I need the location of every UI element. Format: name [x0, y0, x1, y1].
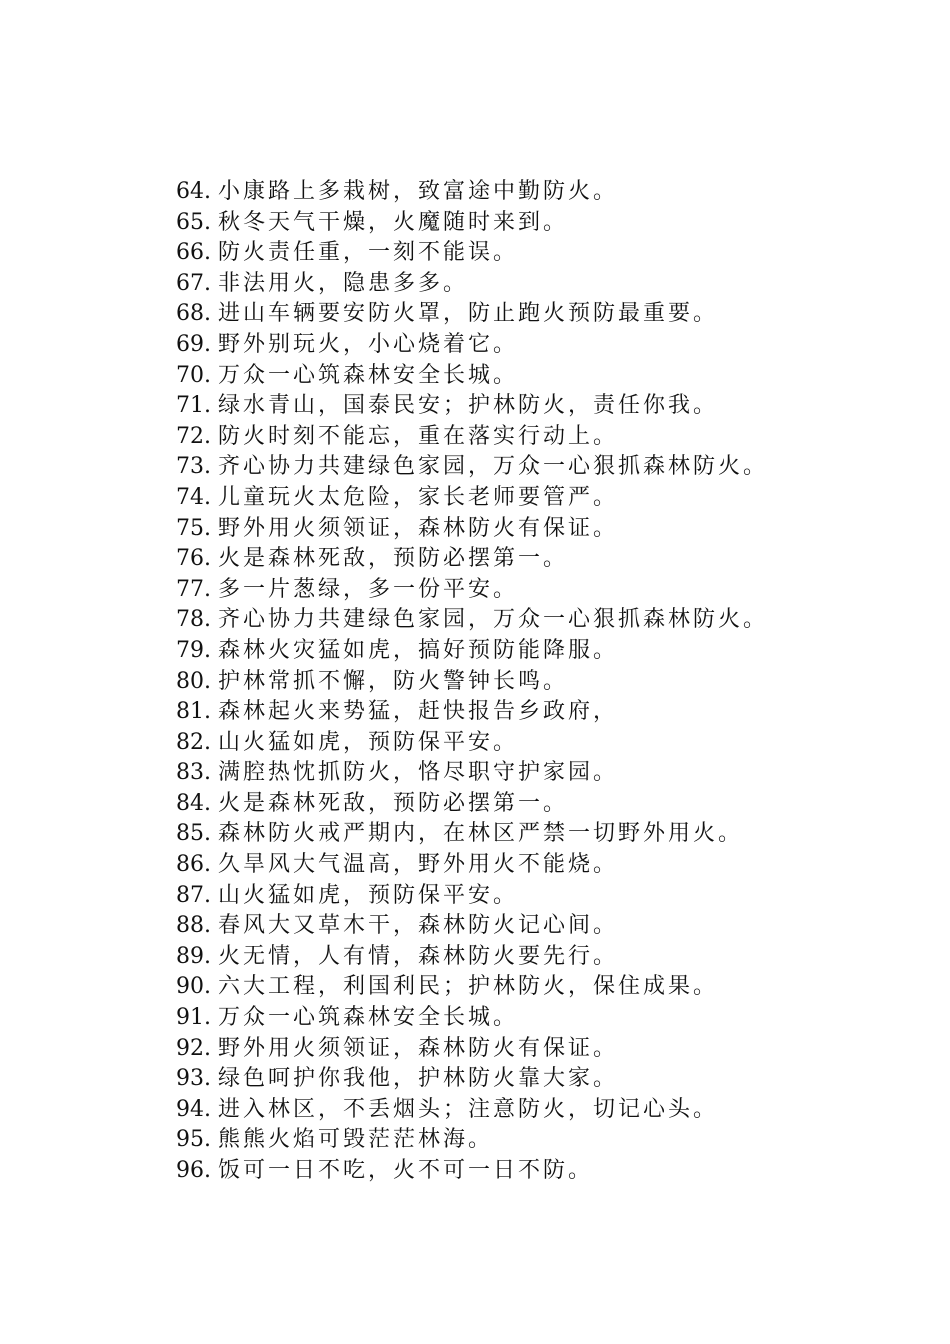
item-number: 78. [176, 607, 211, 633]
list-item [176, 208, 768, 239]
item-text: 进山车辆要安防火罩，防止跑火预防最重要。 [218, 301, 719, 327]
item-number: 81. [176, 699, 211, 725]
item-text: 进入林区，不丢烟头；注意防火，切记心头。 [218, 1096, 719, 1122]
list-item [176, 758, 768, 789]
item-number: 79. [176, 637, 211, 663]
item-text: 秋冬天气干燥，火魔随时来到。 [218, 209, 569, 235]
list-item [176, 361, 768, 392]
list-item [176, 483, 768, 514]
item-number: 86. [176, 852, 211, 878]
item-number: 96. [176, 1158, 211, 1183]
list-item [176, 269, 768, 300]
list-item [176, 514, 768, 545]
list-item [176, 942, 768, 973]
list-item [176, 636, 768, 667]
item-number: 93. [176, 1066, 211, 1092]
item-number: 73. [176, 454, 211, 480]
item-text: 儿童玩火太危险，家长老师要管严。 [218, 484, 619, 510]
list-item [176, 789, 768, 820]
item-text: 久旱风大气温高，野外用火不能烧。 [218, 852, 619, 878]
item-number: 87. [176, 882, 211, 908]
list-item [176, 911, 768, 942]
item-text: 野外别玩火，小心烧着它。 [218, 331, 519, 357]
list-item [176, 177, 768, 208]
item-number: 77. [176, 576, 211, 602]
item-text: 森林起火来势猛，赶快报告乡政府， [218, 699, 619, 725]
item-text: 山火猛如虎，预防保平安。 [218, 729, 519, 755]
item-text: 满腔热忱抓防火，恪尽职守护家园。 [218, 760, 619, 786]
item-text: 熊熊火焰可毁茫茫林海。 [218, 1127, 494, 1153]
item-number: 70. [176, 362, 211, 388]
item-number: 74. [176, 484, 211, 510]
list-item [176, 850, 768, 881]
item-number: 72. [176, 423, 211, 449]
item-text: 六大工程，利国利民；护林防火，保住成果。 [218, 974, 719, 1000]
item-text: 多一片葱绿，多一份平安。 [218, 576, 519, 602]
list-item [176, 697, 768, 728]
list-item [176, 391, 768, 422]
item-text: 森林防火戒严期内，在林区严禁一切野外用火。 [218, 821, 744, 847]
item-text: 山火猛如虎，预防保平安。 [218, 882, 519, 908]
item-text: 野外用火须领证，森林防火有保证。 [218, 1035, 619, 1061]
item-number: 71. [176, 393, 211, 419]
slogan-list [176, 177, 768, 1187]
list-item [176, 728, 768, 759]
item-text: 非法用火，隐患多多。 [218, 270, 469, 296]
item-number: 67. [176, 270, 211, 296]
item-text: 火是森林死敌，预防必摆第一。 [218, 546, 569, 572]
item-number: 92. [176, 1035, 211, 1061]
item-text: 小康路上多栽树，致富途中勤防火。 [218, 179, 619, 204]
item-number: 94. [176, 1096, 211, 1122]
list-item [176, 605, 768, 636]
item-text: 火无情，人有情，森林防火要先行。 [218, 943, 619, 969]
item-text: 万众一心筑森林安全长城。 [218, 1005, 519, 1031]
item-text: 护林常抓不懈，防火警钟长鸣。 [218, 668, 569, 694]
item-number: 85. [176, 821, 211, 847]
list-item [176, 575, 768, 606]
item-number: 88. [176, 913, 211, 939]
item-number: 66. [176, 240, 211, 266]
list-item [176, 452, 768, 483]
item-number: 89. [176, 943, 211, 969]
item-text: 火是森林死敌，预防必摆第一。 [218, 790, 569, 816]
list-item [176, 1095, 768, 1126]
item-text: 绿色呵护你我他，护林防火靠大家。 [218, 1066, 619, 1092]
list-item [176, 238, 768, 269]
list-item [176, 1156, 768, 1187]
list-item [176, 1003, 768, 1034]
item-number: 69. [176, 331, 211, 357]
list-item [176, 422, 768, 453]
item-number: 95. [176, 1127, 211, 1153]
item-text: 齐心协力共建绿色家园，万众一心狠抓森林防火。 [218, 607, 769, 633]
item-text: 绿水青山，国泰民安；护林防火，责任你我。 [218, 393, 719, 419]
item-number: 65. [176, 209, 211, 235]
item-text: 春风大又草木干，森林防火记心间。 [218, 913, 619, 939]
item-number: 83. [176, 760, 211, 786]
item-number: 75. [176, 515, 211, 541]
list-item [176, 819, 768, 850]
item-text: 防火时刻不能忘，重在落实行动上。 [218, 423, 619, 449]
item-number: 84. [176, 790, 211, 816]
list-item [176, 544, 768, 575]
list-item [176, 1064, 768, 1095]
list-item [176, 1125, 768, 1156]
item-text: 万众一心筑森林安全长城。 [218, 362, 519, 388]
item-text: 防火责任重，一刻不能误。 [218, 240, 519, 266]
item-number: 90. [176, 974, 211, 1000]
list-item [176, 1034, 768, 1065]
item-number: 76. [176, 546, 211, 572]
item-text: 野外用火须领证，森林防火有保证。 [218, 515, 619, 541]
list-item [176, 667, 768, 698]
item-number: 91. [176, 1005, 211, 1031]
list-item [176, 972, 768, 1003]
item-text: 饭可一日不吃，火不可一日不防。 [218, 1158, 594, 1183]
item-number: 64. [176, 179, 211, 204]
list-item [176, 330, 768, 361]
list-item [176, 299, 768, 330]
item-number: 68. [176, 301, 211, 327]
item-text: 森林火灾猛如虎，搞好预防能降服。 [218, 637, 619, 663]
item-number: 82. [176, 729, 211, 755]
item-text: 齐心协力共建绿色家园，万众一心狠抓森林防火。 [218, 454, 769, 480]
list-item [176, 881, 768, 912]
item-number: 80. [176, 668, 211, 694]
